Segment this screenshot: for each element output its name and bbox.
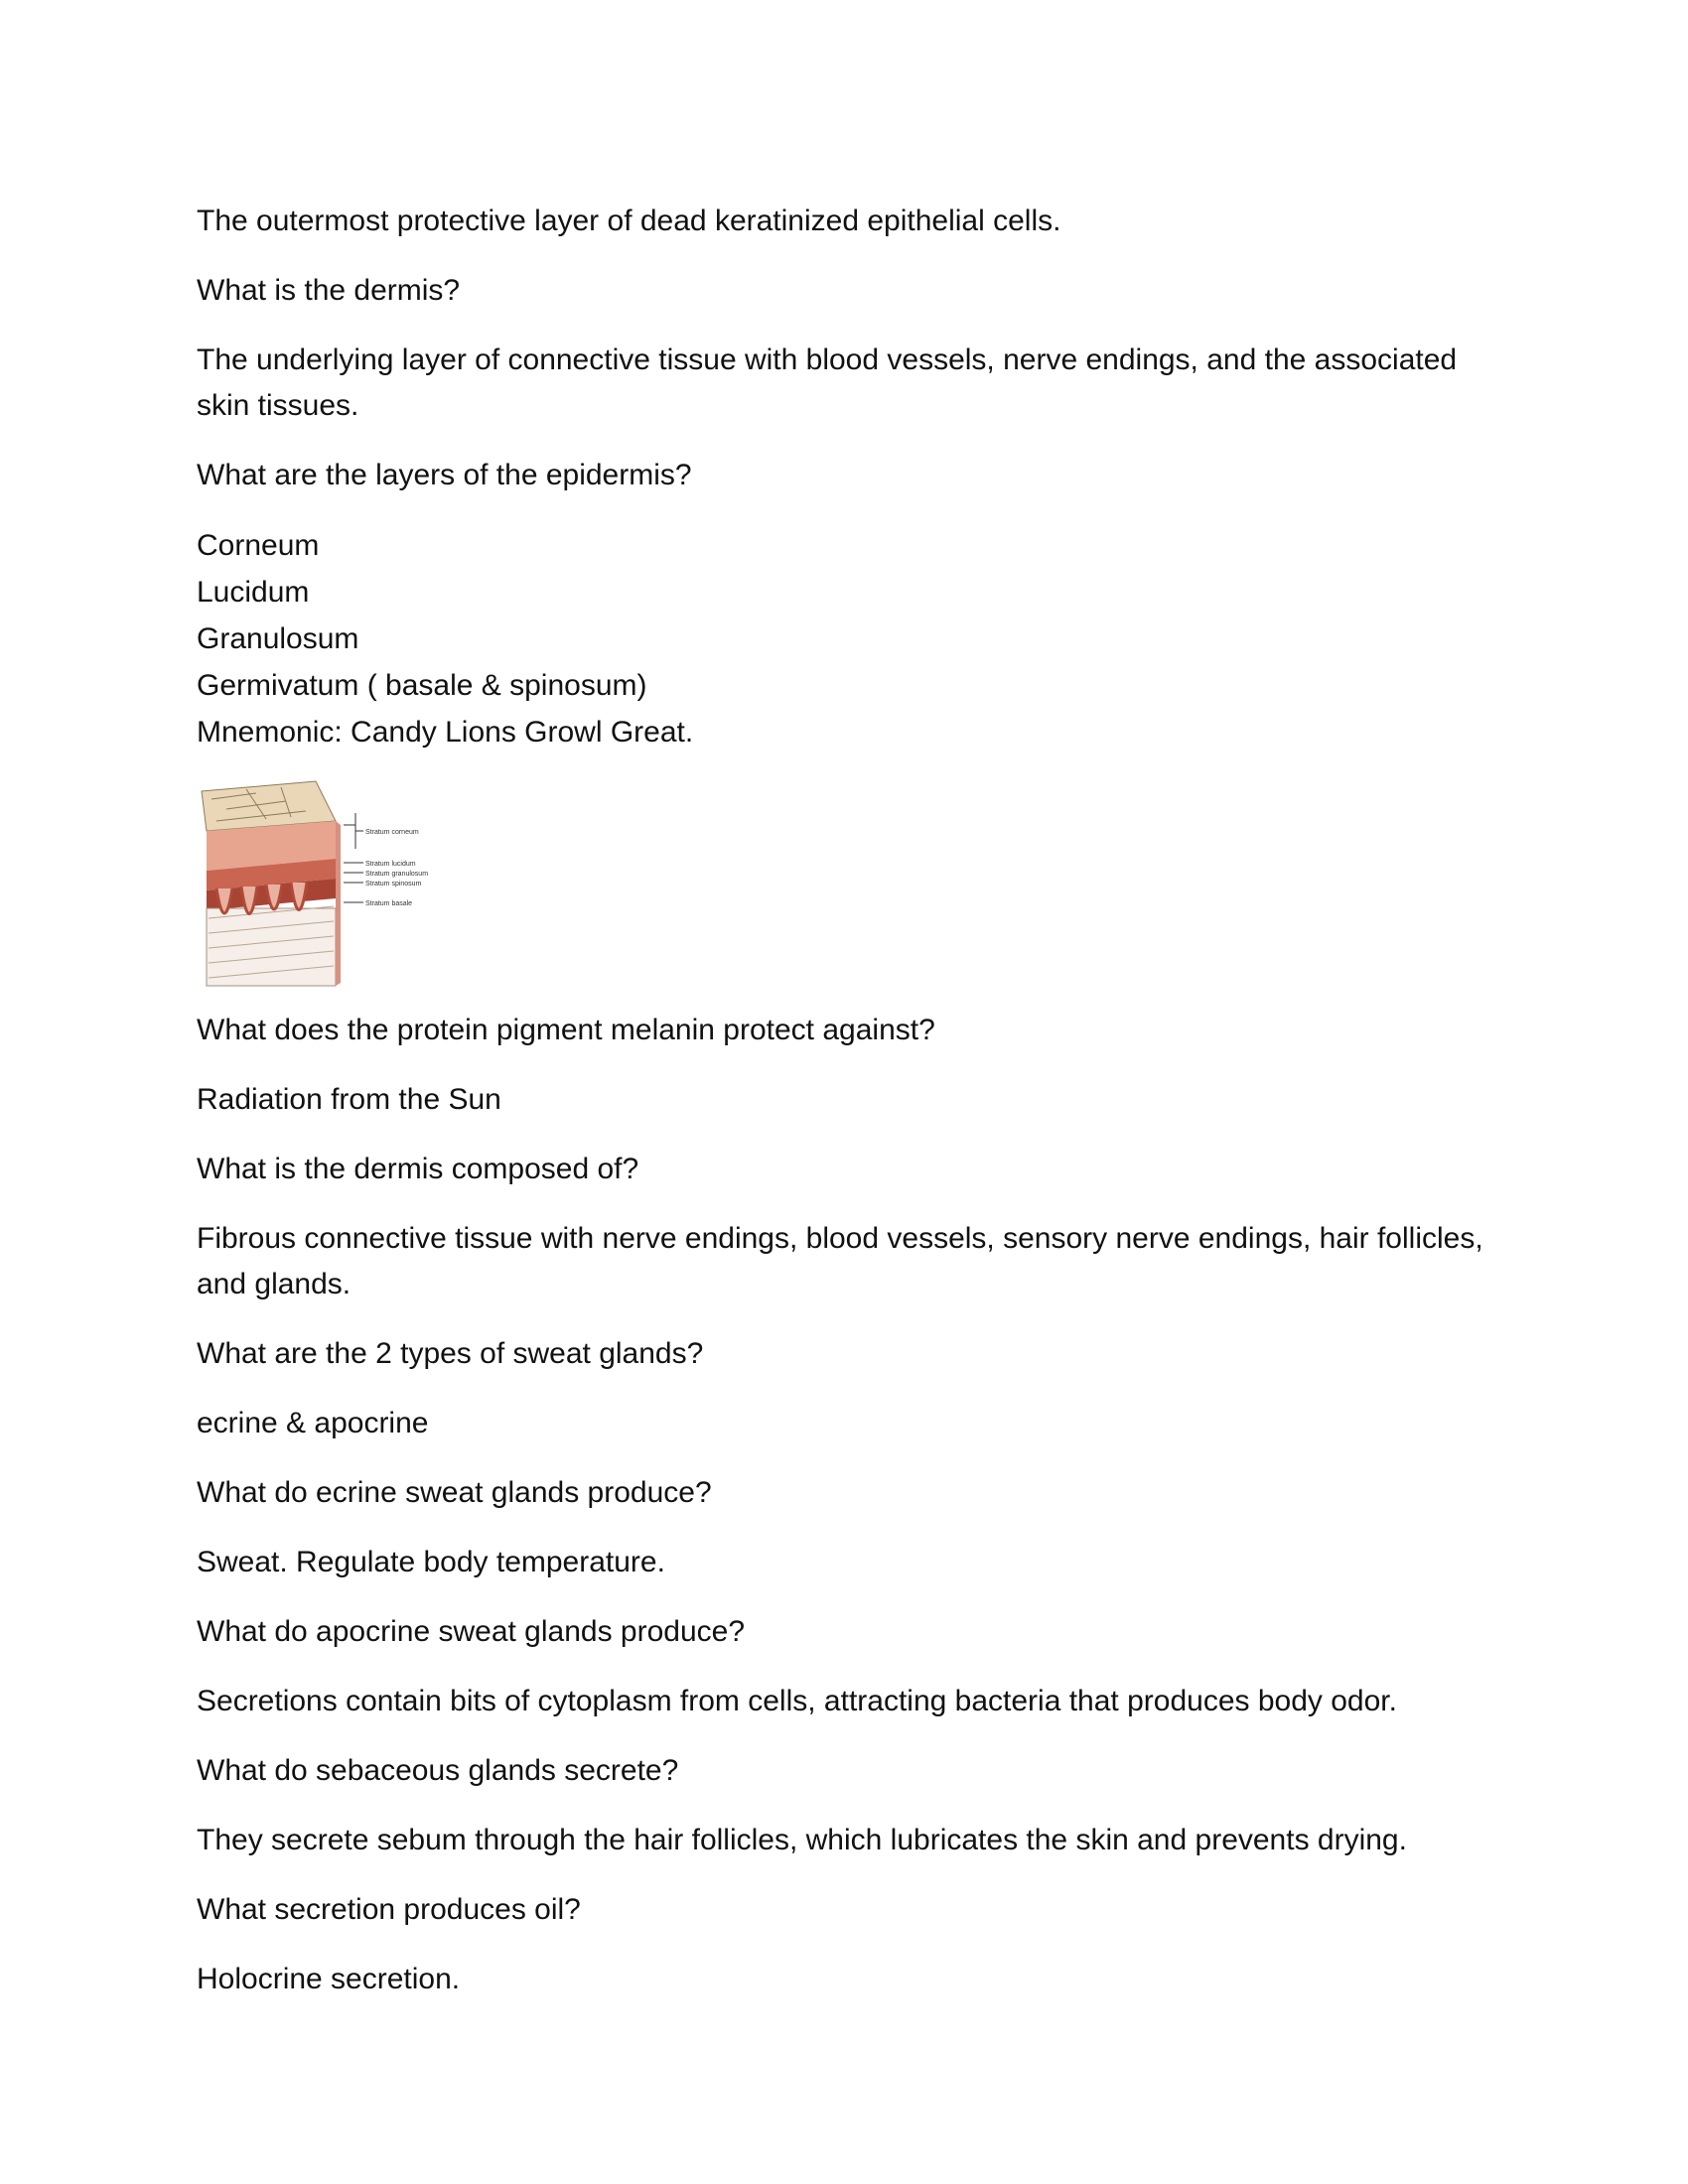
list-item: Corneum [197,529,320,562]
answer-text: Sweat. Regulate body temperature. [197,1546,665,1578]
answer-text: Holocrine secretion. [197,1963,461,1995]
answer-text: Secretions contain bits of cytoplasm from cells, attracting bacteria that produces body odor. [197,1685,1397,1717]
document-body [197,199,1492,2026]
answer-text: Radiation from the Sun [197,1083,501,1116]
question-text: What secretion produces oil? [197,1893,581,1926]
question-text: What do sebaceous glands secrete? [197,1754,679,1787]
question-text: What does the protein pigment melanin protect against? [197,1014,935,1046]
answer-text: Fibrous connective tissue with nerve endings, blood vessels, sensory nerve endings, hair follicles, and glands. [197,1222,1492,1300]
question-text: What do ecrine sweat glands produce? [197,1476,712,1509]
question-text: What is the dermis? [197,274,461,307]
question-text: What do apocrine sweat glands produce? [197,1615,746,1648]
epidermis-layers-list [197,522,1487,755]
list-item: Granulosum [197,622,359,655]
question-text: What are the layers of the epidermis? [197,459,692,491]
answer-text: ecrine & apocrine [197,1407,429,1439]
list-item: Lucidum [197,576,310,609]
figure-label: Stratum corneum [365,829,419,836]
figure-label: Stratum lucidum [365,861,416,868]
figure-label: Stratum spinosum [365,881,422,887]
list-item: Mnemonic: Candy Lions Growl Great. [197,716,694,749]
question-text: What is the dermis composed of? [197,1153,639,1185]
list-item: Germivatum ( basale & spinosum) [197,669,647,702]
answer-text: The underlying layer of connective tissue with blood vessels, nerve endings, and the associated skin tissues. [197,343,1466,422]
epidermis-layers-diagram [197,779,455,988]
answer-text: They secrete sebum through the hair follicles, which lubricates the skin and prevents drying. [197,1824,1407,1856]
figure-label: Stratum basale [365,900,413,907]
answer-text: The outermost protective layer of dead keratinized epithelial cells. [197,205,1061,237]
question-text: What are the 2 types of sweat glands? [197,1337,704,1370]
figure-label: Stratum granulosum [365,871,429,878]
